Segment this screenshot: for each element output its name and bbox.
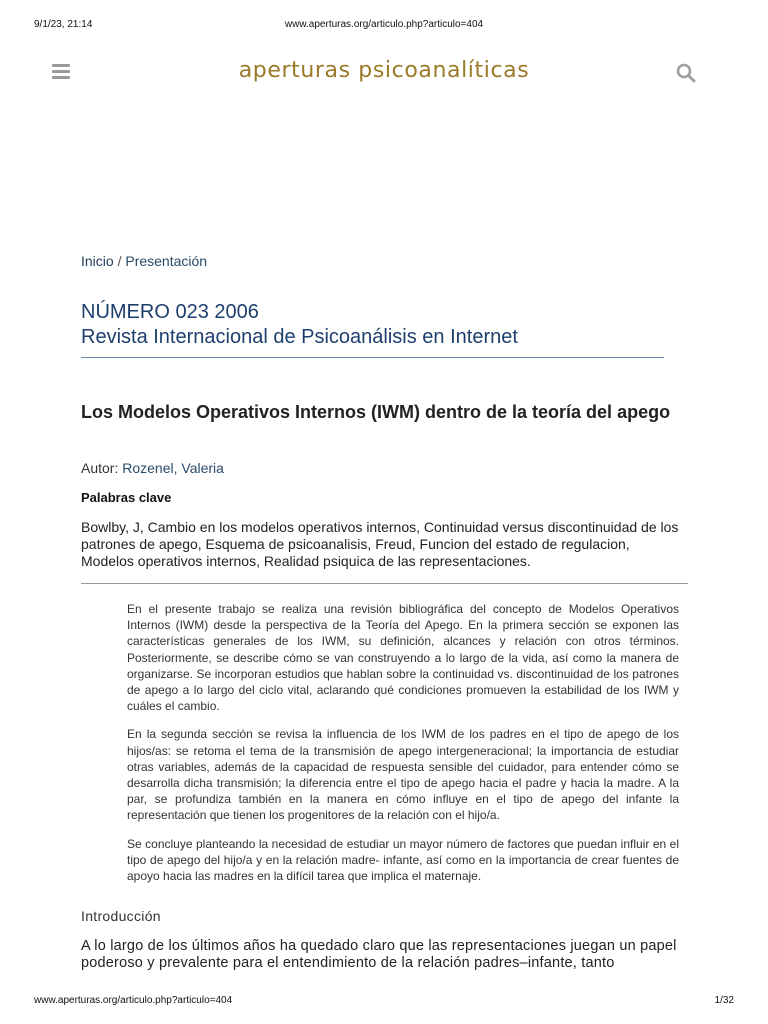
issue-number: NÚMERO 023 2006 [81,301,259,323]
print-footer-url: www.aperturas.org/articulo.php?articulo=404 [34,995,233,1006]
issue-divider [81,357,664,358]
search-icon[interactable] [676,63,696,83]
print-footer [34,995,734,1009]
author-label: Autor: [81,460,119,476]
introduction-text: A lo largo de los últimos años ha quedado claro que las representaciones juegan un papel poderoso y prevalente para el entendimiento de la relación padres–infante, tanto [81,938,677,971]
keywords-divider [81,583,688,584]
abstract [127,601,679,896]
article-title: Los Modelos Operativos Internos (IWM) dentro de la teoría del apego [81,402,671,422]
keywords-list: Bowlby, J, Cambio en los modelos operativos internos, Continuidad versus discontinuidad de los patrones de apego, Esquema de psicoanalisis, Freud, Funcion del estado de regulacion, Modelos operativos internos, Realidad psiquica de las representaciones. [81,519,679,569]
print-header [34,19,734,33]
introduction-heading: Introducción [81,908,161,924]
keywords-heading: Palabras clave [81,490,172,505]
breadcrumb [81,253,207,269]
abstract-paragraph: En el presente trabajo se realiza una revisión bibliográfica del concepto de Modelos Operativos Internos (IWM) desde la perspectiva de la Teoría del Apego. En la primera sección se exponen las características generales de los IWM, su definición, alcances y relación con otros términos. Posteriormente, se describe cómo se van construyendo a lo largo de la vida, así como la manera de organizarse. Se incorporan estudios que hablan sobre la continuidad vs. discontinuidad de los patrones de apego a lo largo del ciclo vital, aclarando qué condiciones promueven la estabilidad de los IWM y cuáles el cambio. [127,602,679,714]
abstract-paragraph: Se concluye planteando la necesidad de estudiar un mayor número de factores que puedan influir en el tipo de apego del hijo/a y en la relación madre- infante, así como en la importancia de crear fuentes de apoyo hacia las madres en la difícil tarea que implica el maternaje. [127,836,679,884]
issue-header [81,300,664,350]
breadcrumb-home-link[interactable]: Inicio [81,253,114,269]
page-counter: 1/32 [714,995,734,1006]
author-link[interactable]: Rozenel, Valeria [122,460,224,476]
print-header-url: www.aperturas.org/articulo.php?articulo=404 [284,19,484,30]
breadcrumb-current-link[interactable]: Presentación [125,253,208,269]
site-title[interactable]: aperturas psicoanalíticas [238,58,530,83]
breadcrumb-separator: / [117,253,122,269]
journal-name: Revista Internacional de Psicoanálisis en Internet [81,326,518,348]
abstract-paragraph: En la segunda sección se revisa la influencia de los IWM de los padres en el tipo de apego de los hijos/as: se retoma el tema de la transmisión de apego intergeneracional; la importancia de estudiar otras variables, además de la capacidad de respuesta sensible del cuidador, para entender cómo se desarrolla dicha transmisión; la diferencia entre el tipo de apego hacia el padre y hacia la madre. A la par, se profundiza también en la manera en cómo influye en el tipo de apego del infante la representación que tienen los progenitores de la relación con el hijo/a. [127,727,679,823]
author-line [81,460,224,476]
print-datetime: 9/1/23, 21:14 [34,19,93,30]
